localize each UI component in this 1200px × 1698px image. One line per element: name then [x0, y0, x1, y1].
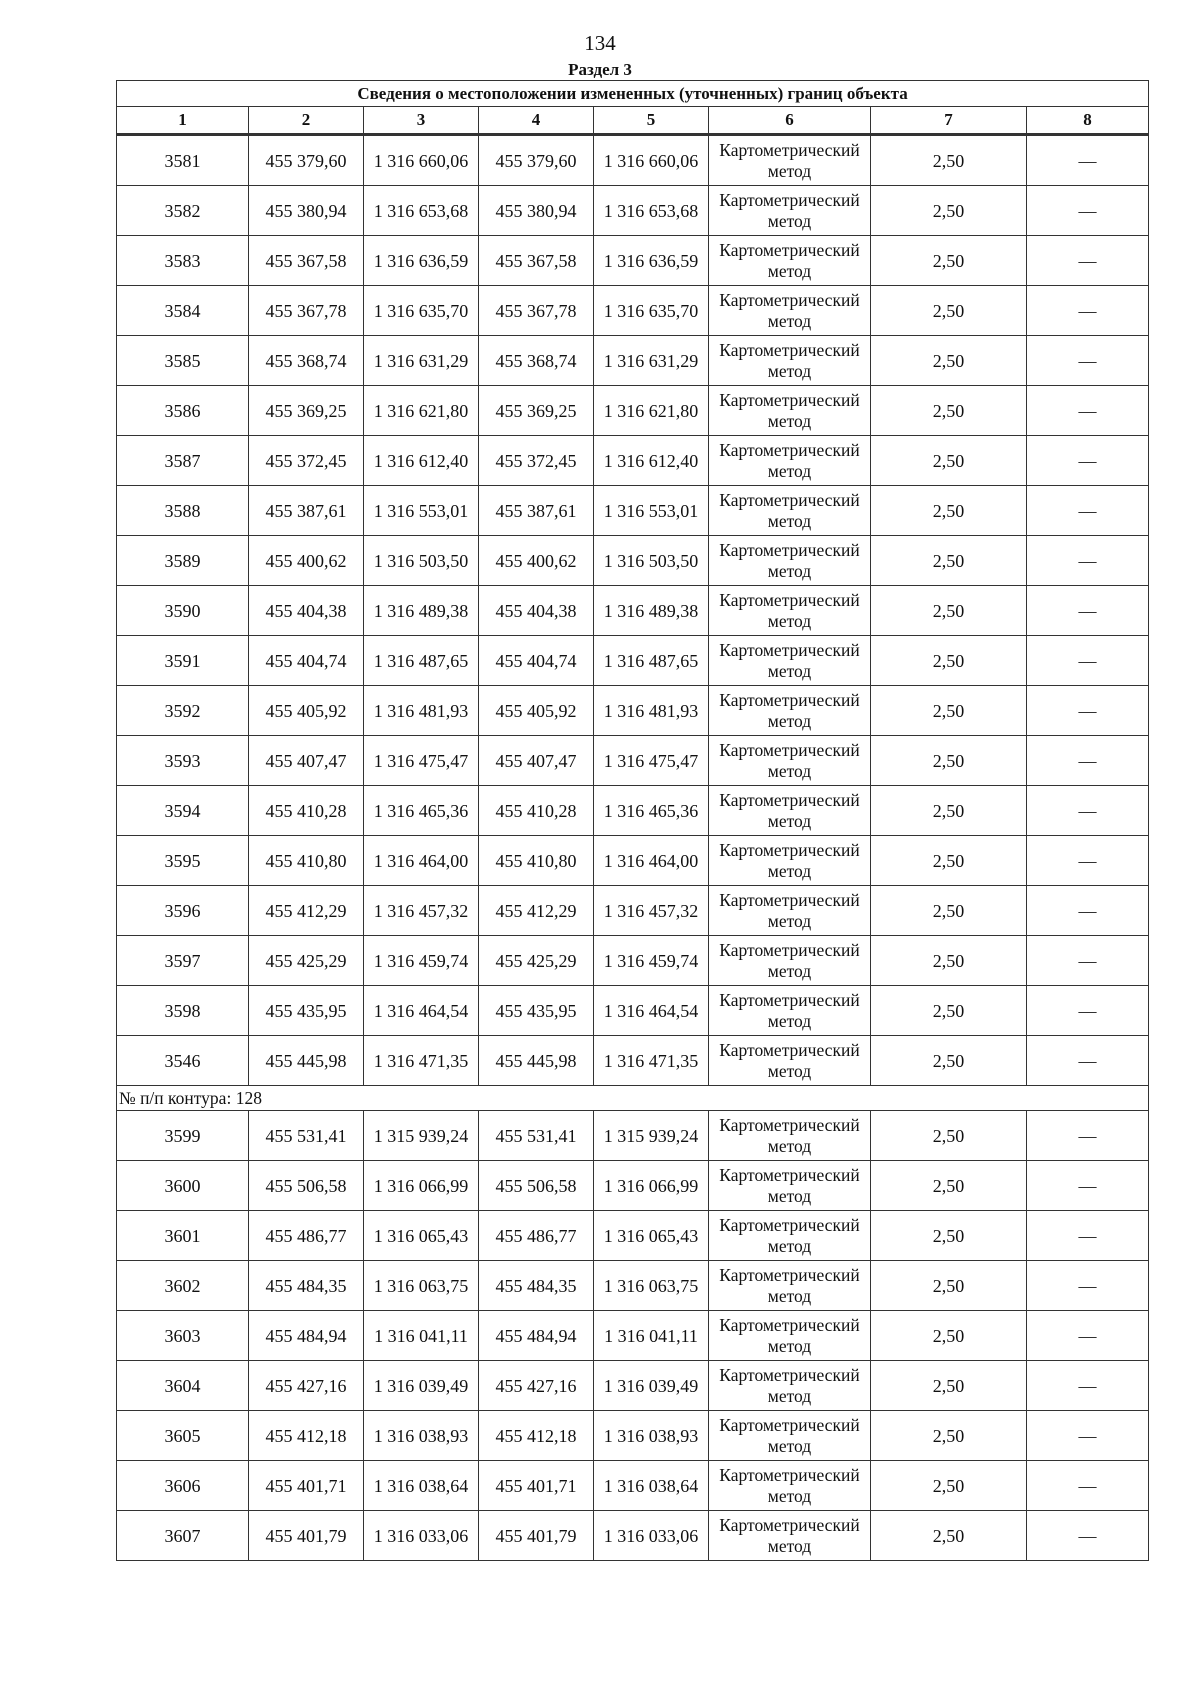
- accuracy-cell: 2,50: [871, 1361, 1027, 1411]
- x-coordinate-cell: 455 405,92: [249, 686, 364, 736]
- point-number-cell: 3587: [117, 436, 249, 486]
- table-row: [117, 1311, 1149, 1361]
- description-cell: —: [1027, 786, 1149, 836]
- accuracy-cell: 2,50: [871, 186, 1027, 236]
- method-cell: Картометрический метод: [709, 1036, 871, 1086]
- description-cell: —: [1027, 1411, 1149, 1461]
- page-number: 134: [584, 31, 616, 55]
- point-number-cell: 3600: [117, 1161, 249, 1211]
- method-cell: Картометрический метод: [709, 1361, 871, 1411]
- y-coordinate-cell: 1 316 464,00: [364, 836, 479, 886]
- x-coordinate-cell: 455 401,71: [479, 1461, 594, 1511]
- method-cell: Картометрический метод: [709, 886, 871, 936]
- table-row: [117, 1461, 1149, 1511]
- description-cell: —: [1027, 936, 1149, 986]
- x-coordinate-cell: 455 486,77: [249, 1211, 364, 1261]
- method-cell: Картометрический метод: [709, 1161, 871, 1211]
- description-cell: —: [1027, 986, 1149, 1036]
- y-coordinate-cell: 1 316 621,80: [364, 386, 479, 436]
- table-row: [117, 1361, 1149, 1411]
- point-number-cell: 3599: [117, 1111, 249, 1161]
- x-coordinate-cell: 455 484,94: [249, 1311, 364, 1361]
- table-row: [117, 436, 1149, 486]
- x-coordinate-cell: 455 379,60: [479, 135, 594, 186]
- accuracy-cell: 2,50: [871, 236, 1027, 286]
- accuracy-cell: 2,50: [871, 436, 1027, 486]
- x-coordinate-cell: 455 445,98: [479, 1036, 594, 1086]
- table-row: [117, 586, 1149, 636]
- table-caption-row: [117, 81, 1149, 107]
- method-cell: Картометрический метод: [709, 486, 871, 536]
- y-coordinate-cell: 1 316 612,40: [594, 436, 709, 486]
- y-coordinate-cell: 1 316 503,50: [364, 536, 479, 586]
- method-cell: Картометрический метод: [709, 1211, 871, 1261]
- x-coordinate-cell: 455 427,16: [249, 1361, 364, 1411]
- x-coordinate-cell: 455 407,47: [479, 736, 594, 786]
- x-coordinate-cell: 455 425,29: [249, 936, 364, 986]
- y-coordinate-cell: 1 316 631,29: [594, 336, 709, 386]
- point-number-cell: 3605: [117, 1411, 249, 1461]
- table-row: [117, 936, 1149, 986]
- column-number: 3: [364, 107, 479, 135]
- x-coordinate-cell: 455 401,79: [479, 1511, 594, 1561]
- table-row: [117, 386, 1149, 436]
- y-coordinate-cell: 1 316 464,54: [364, 986, 479, 1036]
- point-number-cell: 3601: [117, 1211, 249, 1261]
- y-coordinate-cell: 1 316 653,68: [364, 186, 479, 236]
- accuracy-cell: 2,50: [871, 135, 1027, 186]
- point-number-cell: 3585: [117, 336, 249, 386]
- x-coordinate-cell: 455 412,29: [249, 886, 364, 936]
- x-coordinate-cell: 455 531,41: [479, 1111, 594, 1161]
- x-coordinate-cell: 455 484,35: [479, 1261, 594, 1311]
- y-coordinate-cell: 1 316 038,64: [364, 1461, 479, 1511]
- x-coordinate-cell: 455 405,92: [479, 686, 594, 736]
- point-number-cell: 3588: [117, 486, 249, 536]
- point-number-cell: 3583: [117, 236, 249, 286]
- y-coordinate-cell: 1 316 475,47: [364, 736, 479, 786]
- x-coordinate-cell: 455 404,74: [479, 636, 594, 686]
- point-number-cell: 3589: [117, 536, 249, 586]
- accuracy-cell: 2,50: [871, 936, 1027, 986]
- method-cell: Картометрический метод: [709, 1261, 871, 1311]
- y-coordinate-cell: 1 316 465,36: [364, 786, 479, 836]
- x-coordinate-cell: 455 410,28: [479, 786, 594, 836]
- accuracy-cell: 2,50: [871, 1461, 1027, 1511]
- y-coordinate-cell: 1 316 481,93: [364, 686, 479, 736]
- accuracy-cell: 2,50: [871, 336, 1027, 386]
- accuracy-cell: 2,50: [871, 736, 1027, 786]
- method-cell: Картометрический метод: [709, 386, 871, 436]
- x-coordinate-cell: 455 445,98: [249, 1036, 364, 1086]
- x-coordinate-cell: 455 427,16: [479, 1361, 594, 1411]
- table-row: [117, 186, 1149, 236]
- point-number-cell: 3602: [117, 1261, 249, 1311]
- x-coordinate-cell: 455 410,80: [249, 836, 364, 886]
- table-row: [117, 236, 1149, 286]
- point-number-cell: 3593: [117, 736, 249, 786]
- description-cell: —: [1027, 1511, 1149, 1561]
- x-coordinate-cell: 455 372,45: [249, 436, 364, 486]
- point-number-cell: 3592: [117, 686, 249, 736]
- table-row: [117, 636, 1149, 686]
- table-row: [117, 1161, 1149, 1211]
- y-coordinate-cell: 1 316 065,43: [594, 1211, 709, 1261]
- column-number: 6: [709, 107, 871, 135]
- table-body: [117, 81, 1149, 1561]
- y-coordinate-cell: 1 316 631,29: [364, 336, 479, 386]
- point-number-cell: 3604: [117, 1361, 249, 1411]
- x-coordinate-cell: 455 484,94: [479, 1311, 594, 1361]
- table-row: [117, 486, 1149, 536]
- accuracy-cell: 2,50: [871, 1411, 1027, 1461]
- description-cell: —: [1027, 436, 1149, 486]
- column-number-row: [117, 107, 1149, 135]
- x-coordinate-cell: 455 400,62: [249, 536, 364, 586]
- y-coordinate-cell: 1 316 039,49: [594, 1361, 709, 1411]
- method-cell: Картометрический метод: [709, 986, 871, 1036]
- table-row: [117, 1036, 1149, 1086]
- x-coordinate-cell: 455 400,62: [479, 536, 594, 586]
- y-coordinate-cell: 1 316 038,93: [594, 1411, 709, 1461]
- method-cell: Картометрический метод: [709, 836, 871, 886]
- description-cell: —: [1027, 636, 1149, 686]
- description-cell: —: [1027, 336, 1149, 386]
- y-coordinate-cell: 1 316 471,35: [594, 1036, 709, 1086]
- contour-row: [117, 1086, 1149, 1111]
- y-coordinate-cell: 1 316 489,38: [364, 586, 479, 636]
- method-cell: Картометрический метод: [709, 736, 871, 786]
- accuracy-cell: 2,50: [871, 636, 1027, 686]
- point-number-cell: 3584: [117, 286, 249, 336]
- x-coordinate-cell: 455 410,28: [249, 786, 364, 836]
- y-coordinate-cell: 1 316 038,64: [594, 1461, 709, 1511]
- accuracy-cell: 2,50: [871, 686, 1027, 736]
- x-coordinate-cell: 455 412,18: [249, 1411, 364, 1461]
- y-coordinate-cell: 1 316 459,74: [594, 936, 709, 986]
- accuracy-cell: 2,50: [871, 536, 1027, 586]
- point-number-cell: 3598: [117, 986, 249, 1036]
- y-coordinate-cell: 1 316 464,00: [594, 836, 709, 886]
- column-number: 1: [117, 107, 249, 135]
- y-coordinate-cell: 1 316 065,43: [364, 1211, 479, 1261]
- y-coordinate-cell: 1 316 487,65: [594, 636, 709, 686]
- y-coordinate-cell: 1 316 635,70: [594, 286, 709, 336]
- y-coordinate-cell: 1 316 066,99: [364, 1161, 479, 1211]
- accuracy-cell: 2,50: [871, 586, 1027, 636]
- point-number-cell: 3591: [117, 636, 249, 686]
- table-row: [117, 686, 1149, 736]
- method-cell: Картометрический метод: [709, 686, 871, 736]
- y-coordinate-cell: 1 315 939,24: [364, 1111, 479, 1161]
- y-coordinate-cell: 1 316 653,68: [594, 186, 709, 236]
- y-coordinate-cell: 1 316 636,59: [364, 236, 479, 286]
- method-cell: Картометрический метод: [709, 236, 871, 286]
- method-cell: Картометрический метод: [709, 186, 871, 236]
- point-number-cell: 3546: [117, 1036, 249, 1086]
- description-cell: —: [1027, 586, 1149, 636]
- point-number-cell: 3597: [117, 936, 249, 986]
- description-cell: —: [1027, 186, 1149, 236]
- x-coordinate-cell: 455 367,78: [249, 286, 364, 336]
- description-cell: —: [1027, 1361, 1149, 1411]
- accuracy-cell: 2,50: [871, 786, 1027, 836]
- y-coordinate-cell: 1 316 041,11: [364, 1311, 479, 1361]
- y-coordinate-cell: 1 316 033,06: [364, 1511, 479, 1561]
- accuracy-cell: 2,50: [871, 1111, 1027, 1161]
- table-row: [117, 786, 1149, 836]
- y-coordinate-cell: 1 316 635,70: [364, 286, 479, 336]
- point-number-cell: 3582: [117, 186, 249, 236]
- method-cell: Картометрический метод: [709, 286, 871, 336]
- table-row: [117, 1261, 1149, 1311]
- x-coordinate-cell: 455 407,47: [249, 736, 364, 786]
- y-coordinate-cell: 1 316 553,01: [594, 486, 709, 536]
- point-number-cell: 3606: [117, 1461, 249, 1511]
- y-coordinate-cell: 1 316 465,36: [594, 786, 709, 836]
- point-number-cell: 3590: [117, 586, 249, 636]
- y-coordinate-cell: 1 316 457,32: [594, 886, 709, 936]
- x-coordinate-cell: 455 369,25: [249, 386, 364, 436]
- method-cell: Картометрический метод: [709, 936, 871, 986]
- description-cell: —: [1027, 1036, 1149, 1086]
- x-coordinate-cell: 455 379,60: [249, 135, 364, 186]
- y-coordinate-cell: 1 316 066,99: [594, 1161, 709, 1211]
- description-cell: —: [1027, 286, 1149, 336]
- y-coordinate-cell: 1 316 063,75: [364, 1261, 479, 1311]
- x-coordinate-cell: 455 410,80: [479, 836, 594, 886]
- method-cell: Картометрический метод: [709, 1411, 871, 1461]
- accuracy-cell: 2,50: [871, 886, 1027, 936]
- column-number: 5: [594, 107, 709, 135]
- column-number: 7: [871, 107, 1027, 135]
- description-cell: —: [1027, 686, 1149, 736]
- x-coordinate-cell: 455 387,61: [479, 486, 594, 536]
- column-number: 4: [479, 107, 594, 135]
- description-cell: —: [1027, 836, 1149, 886]
- x-coordinate-cell: 455 380,94: [249, 186, 364, 236]
- x-coordinate-cell: 455 412,29: [479, 886, 594, 936]
- y-coordinate-cell: 1 316 464,54: [594, 986, 709, 1036]
- x-coordinate-cell: 455 387,61: [249, 486, 364, 536]
- x-coordinate-cell: 455 404,38: [249, 586, 364, 636]
- accuracy-cell: 2,50: [871, 836, 1027, 886]
- y-coordinate-cell: 1 316 475,47: [594, 736, 709, 786]
- description-cell: —: [1027, 1111, 1149, 1161]
- x-coordinate-cell: 455 506,58: [479, 1161, 594, 1211]
- method-cell: Картометрический метод: [709, 1461, 871, 1511]
- method-cell: Картометрический метод: [709, 1111, 871, 1161]
- table-row: [117, 836, 1149, 886]
- description-cell: —: [1027, 886, 1149, 936]
- table-row: [117, 135, 1149, 186]
- point-number-cell: 3595: [117, 836, 249, 886]
- boundary-coordinates-table: [116, 80, 1149, 1561]
- accuracy-cell: 2,50: [871, 1311, 1027, 1361]
- point-number-cell: 3603: [117, 1311, 249, 1361]
- y-coordinate-cell: 1 315 939,24: [594, 1111, 709, 1161]
- point-number-cell: 3596: [117, 886, 249, 936]
- accuracy-cell: 2,50: [871, 1161, 1027, 1211]
- y-coordinate-cell: 1 316 487,65: [364, 636, 479, 686]
- table-row: [117, 536, 1149, 586]
- x-coordinate-cell: 455 401,79: [249, 1511, 364, 1561]
- method-cell: Картометрический метод: [709, 336, 871, 386]
- y-coordinate-cell: 1 316 503,50: [594, 536, 709, 586]
- x-coordinate-cell: 455 401,71: [249, 1461, 364, 1511]
- x-coordinate-cell: 455 404,38: [479, 586, 594, 636]
- x-coordinate-cell: 455 368,74: [479, 336, 594, 386]
- x-coordinate-cell: 455 486,77: [479, 1211, 594, 1261]
- table-row: [117, 286, 1149, 336]
- y-coordinate-cell: 1 316 660,06: [594, 135, 709, 186]
- x-coordinate-cell: 455 404,74: [249, 636, 364, 686]
- method-cell: Картометрический метод: [709, 636, 871, 686]
- table-row: [117, 1511, 1149, 1561]
- table-row: [117, 886, 1149, 936]
- description-cell: —: [1027, 736, 1149, 786]
- y-coordinate-cell: 1 316 612,40: [364, 436, 479, 486]
- table-caption: Сведения о местоположении измененных (уточненных) границ объекта: [117, 81, 1149, 107]
- table-row: [117, 736, 1149, 786]
- y-coordinate-cell: 1 316 039,49: [364, 1361, 479, 1411]
- accuracy-cell: 2,50: [871, 386, 1027, 436]
- x-coordinate-cell: 455 435,95: [479, 986, 594, 1036]
- description-cell: —: [1027, 1461, 1149, 1511]
- accuracy-cell: 2,50: [871, 486, 1027, 536]
- method-cell: Картометрический метод: [709, 1311, 871, 1361]
- x-coordinate-cell: 455 368,74: [249, 336, 364, 386]
- y-coordinate-cell: 1 316 471,35: [364, 1036, 479, 1086]
- y-coordinate-cell: 1 316 489,38: [594, 586, 709, 636]
- y-coordinate-cell: 1 316 636,59: [594, 236, 709, 286]
- y-coordinate-cell: 1 316 553,01: [364, 486, 479, 536]
- y-coordinate-cell: 1 316 621,80: [594, 386, 709, 436]
- description-cell: —: [1027, 1211, 1149, 1261]
- accuracy-cell: 2,50: [871, 1036, 1027, 1086]
- table-row: [117, 986, 1149, 1036]
- method-cell: Картометрический метод: [709, 1511, 871, 1561]
- table-row: [117, 336, 1149, 386]
- method-cell: Картометрический метод: [709, 436, 871, 486]
- description-cell: —: [1027, 386, 1149, 436]
- accuracy-cell: 2,50: [871, 286, 1027, 336]
- x-coordinate-cell: 455 484,35: [249, 1261, 364, 1311]
- description-cell: —: [1027, 236, 1149, 286]
- description-cell: —: [1027, 135, 1149, 186]
- accuracy-cell: 2,50: [871, 1211, 1027, 1261]
- contour-label: № п/п контура: 128: [117, 1086, 1149, 1111]
- y-coordinate-cell: 1 316 660,06: [364, 135, 479, 186]
- description-cell: —: [1027, 1261, 1149, 1311]
- method-cell: Картометрический метод: [709, 786, 871, 836]
- x-coordinate-cell: 455 425,29: [479, 936, 594, 986]
- x-coordinate-cell: 455 369,25: [479, 386, 594, 436]
- column-number: 2: [249, 107, 364, 135]
- y-coordinate-cell: 1 316 457,32: [364, 886, 479, 936]
- description-cell: —: [1027, 1161, 1149, 1211]
- x-coordinate-cell: 455 380,94: [479, 186, 594, 236]
- y-coordinate-cell: 1 316 033,06: [594, 1511, 709, 1561]
- accuracy-cell: 2,50: [871, 1511, 1027, 1561]
- accuracy-cell: 2,50: [871, 1261, 1027, 1311]
- point-number-cell: 3594: [117, 786, 249, 836]
- x-coordinate-cell: 455 531,41: [249, 1111, 364, 1161]
- x-coordinate-cell: 455 367,78: [479, 286, 594, 336]
- table-row: [117, 1411, 1149, 1461]
- x-coordinate-cell: 455 506,58: [249, 1161, 364, 1211]
- point-number-cell: 3607: [117, 1511, 249, 1561]
- x-coordinate-cell: 455 367,58: [249, 236, 364, 286]
- point-number-cell: 3586: [117, 386, 249, 436]
- y-coordinate-cell: 1 316 481,93: [594, 686, 709, 736]
- description-cell: —: [1027, 536, 1149, 586]
- method-cell: Картометрический метод: [709, 586, 871, 636]
- column-number: 8: [1027, 107, 1149, 135]
- table-row: [117, 1111, 1149, 1161]
- y-coordinate-cell: 1 316 041,11: [594, 1311, 709, 1361]
- description-cell: —: [1027, 1311, 1149, 1361]
- method-cell: Картометрический метод: [709, 536, 871, 586]
- y-coordinate-cell: 1 316 063,75: [594, 1261, 709, 1311]
- accuracy-cell: 2,50: [871, 986, 1027, 1036]
- y-coordinate-cell: 1 316 459,74: [364, 936, 479, 986]
- description-cell: —: [1027, 486, 1149, 536]
- section-title: Раздел 3: [568, 60, 632, 79]
- y-coordinate-cell: 1 316 038,93: [364, 1411, 479, 1461]
- x-coordinate-cell: 455 367,58: [479, 236, 594, 286]
- x-coordinate-cell: 455 412,18: [479, 1411, 594, 1461]
- x-coordinate-cell: 455 435,95: [249, 986, 364, 1036]
- point-number-cell: 3581: [117, 135, 249, 186]
- table-row: [117, 1211, 1149, 1261]
- method-cell: Картометрический метод: [709, 135, 871, 186]
- x-coordinate-cell: 455 372,45: [479, 436, 594, 486]
